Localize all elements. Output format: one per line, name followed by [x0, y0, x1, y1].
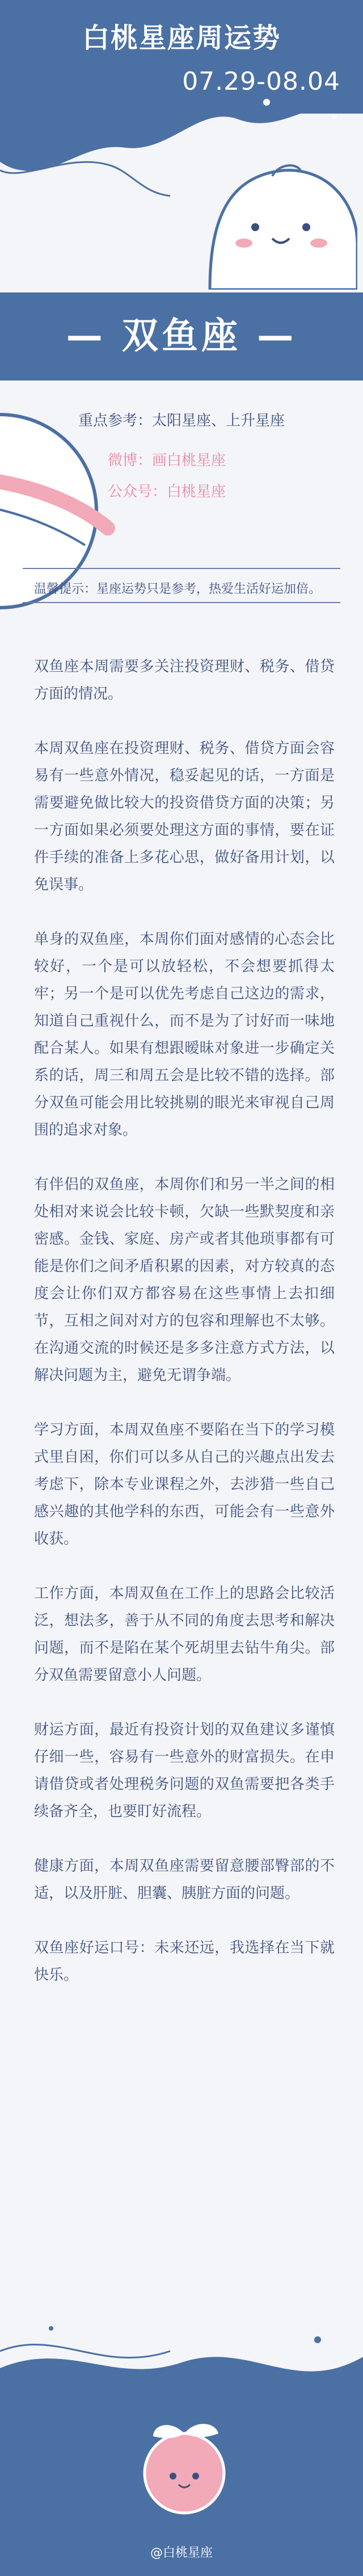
divider: [23, 568, 340, 569]
paragraph-finance-overview: 本周双鱼座在投资理财、税务、借贷方面会容易有一些意外情况，稳妥起见的话，一方面是需要避免做比较大的投资借贷方面的决策；另一方面如果必须要处理这方面的事情，要在证件手续的准备上多花心思，做好备用计划，以免误事。: [34, 740, 335, 893]
ghost-mascot-icon: [187, 153, 357, 290]
paragraph-lucky-slogan: 双鱼座好运口号：未来还远，我选择在当下就快乐。: [34, 1939, 335, 1984]
paragraph-single-love: 单身的双鱼座，本周你们面对感情的心态会比较好，一个是可以放轻松，不会想要抓得太牢；另一个是可以优先考虑自己这边的需求，知道自己重视什么，而不是为了讨好而一味地配合某人。如果有想跟暧昧对象进一步确定关系的话，周三和周五会是比较不错的选择。部分双鱼可能会用比较挑剔的眼光来审视自己周围的追求对象。: [34, 931, 335, 1139]
header-area: [0, 0, 363, 295]
fortune-content: [34, 653, 335, 2016]
sign-decor-left: —: [66, 315, 106, 357]
paragraph-study: 学习方面，本周双鱼座不要陷在当下的学习模式里自困，你们可以多从自己的兴趣点出发去考虑下，除本专业课程之外，去涉猎一些自己感兴趣的其他学科的东西，可能会有一些意外收获。: [34, 1421, 335, 1548]
paragraph-summary: 双鱼座本周需要多关注投资理财、税务、借贷方面的情况。: [34, 658, 335, 702]
sign-title: [0, 307, 363, 359]
date-range: 07.29-08.04: [182, 67, 340, 96]
sign-name: 双鱼座: [122, 315, 241, 357]
sign-decor-right: —: [257, 315, 297, 357]
wechat-account: 公众号：白桃星座: [108, 483, 226, 500]
reference-note: 重点参考：太阳星座、上升星座: [78, 412, 285, 429]
weibo-account: 微博：画白桃星座: [108, 452, 226, 469]
paragraph-wealth: 财运方面，最近有投资计划的双鱼建议多谨慎仔细一些，容易有一些意外的财富损失。在申请借贷或者处理税务问题的双鱼需要把各类手续备齐全，也要盯好流程。: [34, 1721, 335, 1820]
paragraph-work: 工作方面，本周双鱼在工作上的思路会比较活泛，想法多，善于从不同的角度去思考和解决问题，而不是陷在某个死胡里去钻牛角尖。部分双鱼需要留意小人问题。: [34, 1585, 335, 1684]
paragraph-health: 健康方面，本周双鱼座需要留意腰部臀部的不适，以及肝脏、胆囊、胰脏方面的问题。: [34, 1858, 335, 1902]
footer-brand: @白桃星座: [150, 2546, 213, 2560]
tip-text: 温馨提示：星座运势只是参考，热爱生活好运加倍。: [34, 582, 322, 596]
page-title: 白桃星座周运势: [82, 22, 281, 54]
paragraph-couple-love: 有伴侣的双鱼座，本周你们和另一半之间的相处相对来说会比较卡顿，欠缺一些默契度和亲密感。金钱、家庭、房产或者其他琐事都有可能是你们之间矛盾积累的因素，对方较真的态度会让你们双方都容易在这些事情上去扣细节，互相之间对对方的包容和理解也不太够。在沟通交流的时候还是多多注意方式方法，以解决问题为主，避免无谓争端。: [34, 1176, 335, 1384]
divider: [23, 602, 340, 603]
peach-icon: [130, 2414, 238, 2521]
